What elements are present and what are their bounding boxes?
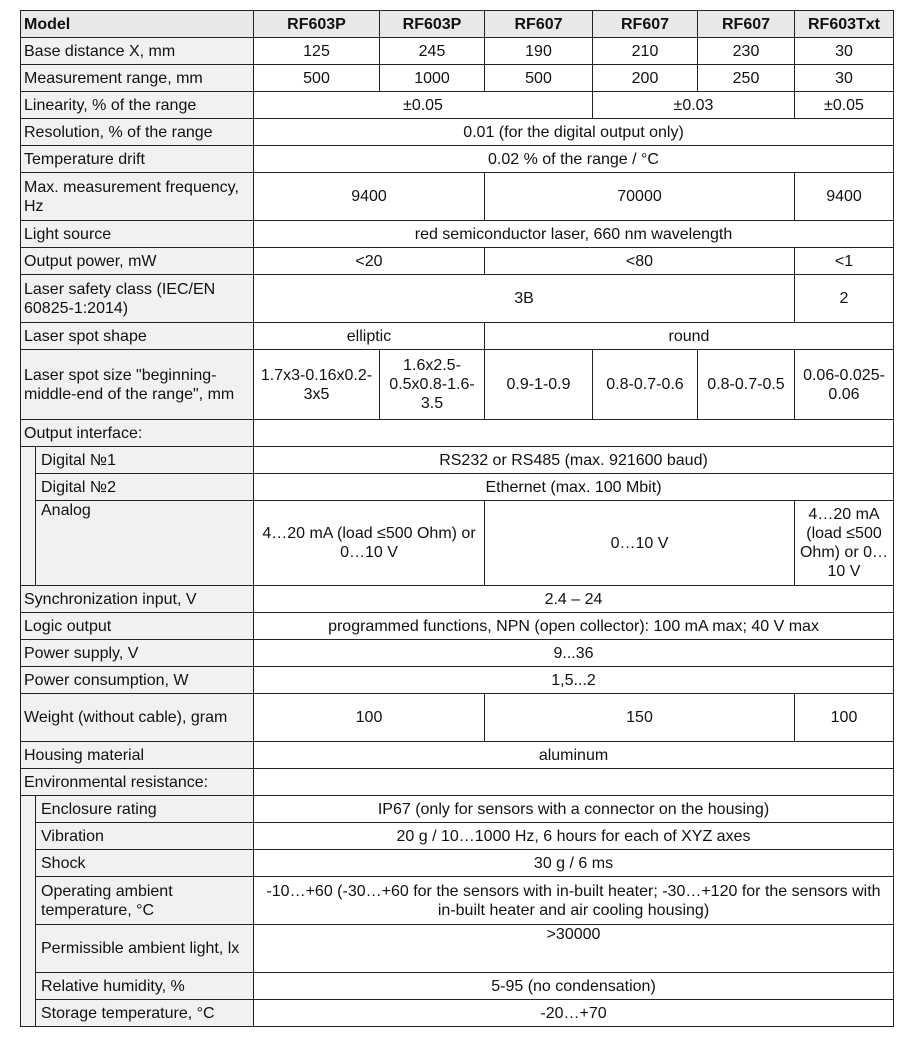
- spot-size-label: Laser spot size "beginning-middle-end of the range", mm: [21, 350, 254, 420]
- indent-cell: [21, 925, 36, 973]
- measurement-range-value: 200: [593, 65, 698, 92]
- row-operating-temp: [21, 877, 894, 925]
- housing-value: aluminum: [254, 742, 894, 769]
- header-row: [21, 11, 894, 38]
- row-environmental: [21, 769, 894, 796]
- row-resolution: [21, 119, 894, 146]
- measurement-range-label: Measurement range, mm: [21, 65, 254, 92]
- indent-cell: [21, 823, 36, 850]
- linearity-label: Linearity, % of the range: [21, 92, 254, 119]
- indent-cell: [21, 1000, 36, 1027]
- spot-size-value: 1.6x2.5-0.5x0.8-1.6-3.5: [380, 350, 485, 420]
- digital-1-value: RS232 or RS485 (max. 921600 baud): [254, 447, 894, 474]
- row-laser-safety: [21, 275, 894, 323]
- row-sync-input: [21, 586, 894, 613]
- vibration-label: Vibration: [36, 823, 254, 850]
- enclosure-label: Enclosure rating: [36, 796, 254, 823]
- power-consumption-value: 1,5...2: [254, 667, 894, 694]
- digital-1-label: Digital №1: [36, 447, 254, 474]
- temperature-drift-label: Temperature drift: [21, 146, 254, 173]
- row-linearity: [21, 92, 894, 119]
- indent-cell: [21, 850, 36, 877]
- model-3: RF607: [485, 11, 593, 38]
- power-supply-value: 9...36: [254, 640, 894, 667]
- max-frequency-value: 9400: [795, 173, 894, 221]
- analog-label: Analog: [36, 501, 254, 586]
- housing-label: Housing material: [21, 742, 254, 769]
- base-distance-value: 30: [795, 38, 894, 65]
- base-distance-value: 245: [380, 38, 485, 65]
- power-supply-label: Power supply, V: [21, 640, 254, 667]
- indent-cell: [21, 877, 36, 925]
- weight-label: Weight (without cable), gram: [21, 694, 254, 742]
- max-frequency-value: 70000: [485, 173, 795, 221]
- row-base-distance: [21, 38, 894, 65]
- humidity-value: 5-95 (no condensation): [254, 973, 894, 1000]
- light-source-value: red semiconductor laser, 660 nm wavelength: [254, 221, 894, 248]
- indent-cell: [21, 973, 36, 1000]
- analog-value: 4…20 mA (load ≤500 Ohm) or 0…10 V: [254, 501, 485, 586]
- shock-label: Shock: [36, 850, 254, 877]
- row-power-supply: [21, 640, 894, 667]
- humidity-label: Relative humidity, %: [36, 973, 254, 1000]
- temperature-drift-value: 0.02 % of the range / °C: [254, 146, 894, 173]
- row-enclosure: [21, 796, 894, 823]
- indent-cell: [21, 447, 36, 474]
- measurement-range-value: 500: [254, 65, 380, 92]
- weight-value: 100: [254, 694, 485, 742]
- laser-safety-value: 3B: [254, 275, 795, 323]
- sync-input-label: Synchronization input, V: [21, 586, 254, 613]
- row-ambient-light: [21, 925, 894, 973]
- model-1: RF603P: [254, 11, 380, 38]
- base-distance-label: Base distance X, mm: [21, 38, 254, 65]
- row-analog: [21, 501, 894, 586]
- row-spot-shape: [21, 323, 894, 350]
- logic-output-label: Logic output: [21, 613, 254, 640]
- row-output-interface: [21, 420, 894, 447]
- operating-temp-label: Operating ambient temperature, °C: [36, 877, 254, 925]
- output-power-value: <20: [254, 248, 485, 275]
- ambient-light-value: >30000: [254, 925, 894, 973]
- output-interface-label: Output interface:: [21, 420, 254, 447]
- spec-table: [20, 10, 894, 1027]
- linearity-value: ±0.03: [593, 92, 795, 119]
- max-frequency-label: Max. measurement frequency, Hz: [21, 173, 254, 221]
- spot-shape-label: Laser spot shape: [21, 323, 254, 350]
- row-temperature-drift: [21, 146, 894, 173]
- weight-value: 100: [795, 694, 894, 742]
- measurement-range-value: 250: [698, 65, 795, 92]
- output-power-label: Output power, mW: [21, 248, 254, 275]
- indent-cell: [21, 474, 36, 501]
- row-shock: [21, 850, 894, 877]
- measurement-range-value: 30: [795, 65, 894, 92]
- environmental-label: Environmental resistance:: [21, 769, 254, 796]
- laser-safety-label: Laser safety class (IEC/EN 60825-1:2014): [21, 275, 254, 323]
- row-measurement-range: [21, 65, 894, 92]
- base-distance-value: 125: [254, 38, 380, 65]
- indent-cell: [21, 501, 36, 586]
- row-vibration: [21, 823, 894, 850]
- enclosure-value: IP67 (only for sensors with a connector on the housing): [254, 796, 894, 823]
- row-digital-1: [21, 447, 894, 474]
- vibration-value: 20 g / 10…1000 Hz, 6 hours for each of XYZ axes: [254, 823, 894, 850]
- storage-temp-label: Storage temperature, °C: [36, 1000, 254, 1027]
- base-distance-value: 210: [593, 38, 698, 65]
- model-label: Model: [21, 11, 254, 38]
- model-4: RF607: [593, 11, 698, 38]
- spot-shape-value: round: [485, 323, 894, 350]
- row-humidity: [21, 973, 894, 1000]
- laser-safety-value: 2: [795, 275, 894, 323]
- model-2: RF603P: [380, 11, 485, 38]
- ambient-light-label: Permissible ambient light, lx: [36, 925, 254, 973]
- model-6: RF603Txt: [795, 11, 894, 38]
- base-distance-value: 230: [698, 38, 795, 65]
- row-housing: [21, 742, 894, 769]
- analog-value: 4…20 mA (load ≤500 Ohm) or 0…10 V: [795, 501, 894, 586]
- storage-temp-value: -20…+70: [254, 1000, 894, 1027]
- logic-output-value: programmed functions, NPN (open collector): 100 mA max; 40 V max: [254, 613, 894, 640]
- resolution-value: 0.01 (for the digital output only): [254, 119, 894, 146]
- row-light-source: [21, 221, 894, 248]
- spot-size-value: 1.7x3-0.16x0.2-3x5: [254, 350, 380, 420]
- resolution-label: Resolution, % of the range: [21, 119, 254, 146]
- row-output-power: [21, 248, 894, 275]
- model-5: RF607: [698, 11, 795, 38]
- output-power-value: <80: [485, 248, 795, 275]
- measurement-range-value: 500: [485, 65, 593, 92]
- linearity-value: ±0.05: [795, 92, 894, 119]
- base-distance-value: 190: [485, 38, 593, 65]
- output-interface-empty: [254, 420, 894, 447]
- spot-size-value: 0.8-0.7-0.6: [593, 350, 698, 420]
- power-consumption-label: Power consumption, W: [21, 667, 254, 694]
- spot-size-value: 0.8-0.7-0.5: [698, 350, 795, 420]
- linearity-value: ±0.05: [254, 92, 593, 119]
- analog-value: 0…10 V: [485, 501, 795, 586]
- measurement-range-value: 1000: [380, 65, 485, 92]
- spot-size-value: 0.9-1-0.9: [485, 350, 593, 420]
- row-max-frequency: [21, 173, 894, 221]
- indent-cell: [21, 796, 36, 823]
- shock-value: 30 g / 6 ms: [254, 850, 894, 877]
- digital-2-value: Ethernet (max. 100 Mbit): [254, 474, 894, 501]
- row-power-consumption: [21, 667, 894, 694]
- max-frequency-value: 9400: [254, 173, 485, 221]
- environmental-empty: [254, 769, 894, 796]
- row-logic-output: [21, 613, 894, 640]
- output-power-value: <1: [795, 248, 894, 275]
- weight-value: 150: [485, 694, 795, 742]
- light-source-label: Light source: [21, 221, 254, 248]
- operating-temp-value: -10…+60 (-30…+60 for the sensors with in-built heater; -30…+120 for the sensors with in-built heater and air cooling housing): [254, 877, 894, 925]
- row-storage-temp: [21, 1000, 894, 1027]
- sync-input-value: 2.4 – 24: [254, 586, 894, 613]
- spot-size-value: 0.06-0.025-0.06: [795, 350, 894, 420]
- row-digital-2: [21, 474, 894, 501]
- row-spot-size: [21, 350, 894, 420]
- spot-shape-value: elliptic: [254, 323, 485, 350]
- digital-2-label: Digital №2: [36, 474, 254, 501]
- row-weight: [21, 694, 894, 742]
